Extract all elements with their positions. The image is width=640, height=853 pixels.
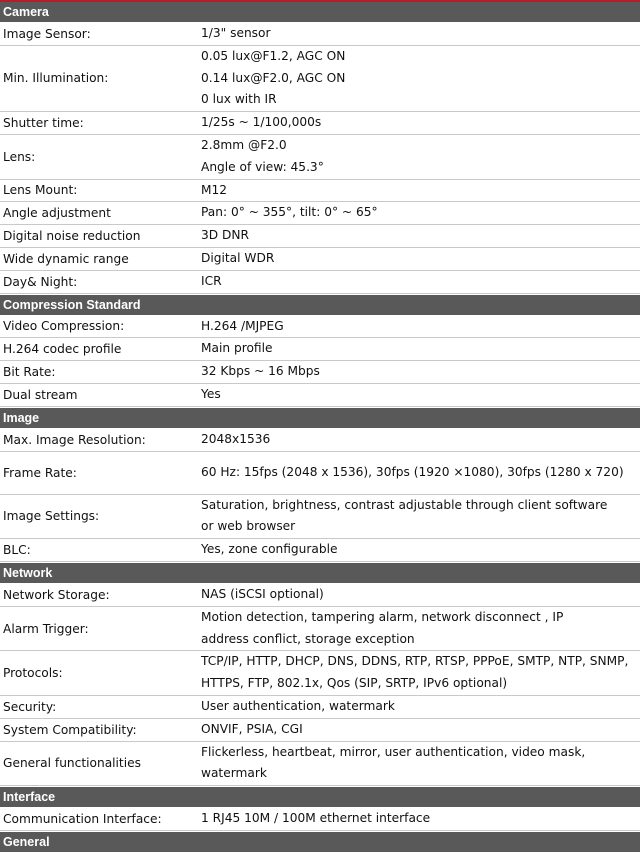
spec-row — [0, 180, 640, 203]
section-header: Camera — [0, 2, 640, 23]
spec-value — [201, 338, 640, 360]
spec-value-line: address conflict, storage exception — [201, 631, 415, 646]
spec-value-line: 0.14 lux@F2.0, AGC ON — [201, 70, 346, 85]
section-header: Image — [0, 407, 640, 429]
spec-value — [201, 112, 640, 134]
spec-row — [0, 225, 640, 248]
spec-value-line: HTTPS, FTP, 802.1x, Qos (SIP, SRTP, IPv6 optional) — [201, 676, 508, 691]
spec-value-line: 0 lux with IR — [201, 92, 277, 107]
spec-value — [201, 46, 640, 111]
spec-label: Wide dynamic range — [3, 251, 129, 266]
spec-value-line: Yes, zone configurable — [201, 542, 338, 557]
spec-label: Image Sensor: — [3, 26, 91, 41]
spec-value-line: Main profile — [201, 341, 273, 356]
spec-value — [201, 316, 640, 338]
spec-row — [0, 135, 640, 180]
spec-label: Min. Illumination: — [3, 71, 109, 86]
spec-row — [0, 338, 640, 361]
section-camera — [0, 2, 640, 294]
spec-value — [201, 361, 640, 383]
spec-row — [0, 202, 640, 225]
section-image — [0, 407, 640, 562]
spec-row — [0, 651, 640, 696]
spec-row — [0, 384, 640, 407]
spec-value-line: User authentication, watermark — [201, 698, 395, 713]
spec-row — [0, 429, 640, 452]
spec-value — [201, 696, 640, 718]
spec-label: Angle adjustment — [3, 206, 111, 221]
spec-value-line: H.264 /MJPEG — [201, 318, 284, 333]
spec-label: Bit Rate: — [3, 365, 56, 380]
spec-value — [201, 607, 640, 651]
spec-value — [201, 135, 640, 179]
spec-label: BLC: — [3, 543, 31, 558]
section-header: General — [0, 831, 640, 853]
spec-value-line: Digital WDR — [201, 250, 275, 265]
spec-value-line: ICR — [201, 273, 222, 288]
spec-label: Alarm Trigger: — [3, 621, 89, 636]
spec-value — [201, 248, 640, 270]
spec-row — [0, 271, 640, 294]
spec-row — [0, 112, 640, 135]
spec-label: Lens: — [3, 149, 36, 164]
spec-label: Max. Image Resolution: — [3, 432, 146, 447]
spec-value — [201, 584, 640, 606]
spec-value-line: 2048x1536 — [201, 431, 271, 446]
spec-row — [0, 696, 640, 719]
section-header: Interface — [0, 786, 640, 808]
spec-label: Lens Mount: — [3, 183, 78, 198]
section-header: Compression Standard — [0, 294, 640, 316]
spec-label: H.264 codec profile — [3, 342, 122, 357]
spec-row — [0, 248, 640, 271]
spec-value — [201, 271, 640, 293]
section-general — [0, 831, 640, 849]
spec-row — [0, 719, 640, 742]
spec-value-line: NAS (iSCSI optional) — [201, 586, 324, 601]
spec-value-line: 1/25s ~ 1/100,000s — [201, 115, 322, 130]
spec-value-line: Saturation, brightness, contrast adjustable through client software — [201, 497, 608, 512]
spec-value — [201, 180, 640, 202]
spec-value-line: 32 Kbps ~ 16 Mbps — [201, 364, 320, 379]
spec-row — [0, 808, 640, 831]
spec-value-line: or web browser — [201, 519, 296, 534]
spec-value-line: 3D DNR — [201, 228, 249, 243]
spec-label: Image Settings: — [3, 509, 100, 524]
spec-row — [0, 316, 640, 339]
spec-value-line: ONVIF, PSIA, CGI — [201, 721, 303, 736]
spec-label: Communication Interface: — [3, 812, 162, 826]
spec-row — [0, 495, 640, 540]
section-network — [0, 562, 640, 786]
spec-value — [201, 808, 640, 830]
spec-row — [0, 742, 640, 787]
spec-row — [0, 46, 640, 112]
spec-label: General functionalities — [3, 756, 141, 771]
spec-row — [0, 452, 640, 495]
spec-value-line: 0.05 lux@F1.2, AGC ON — [201, 48, 346, 63]
spec-value — [201, 429, 640, 451]
spec-label: Security: — [3, 699, 57, 714]
spec-value — [201, 495, 640, 539]
spec-label: Day& Night: — [3, 274, 78, 289]
spec-label: Protocols: — [3, 666, 63, 681]
spec-label: Network Storage: — [3, 587, 110, 602]
spec-row — [0, 361, 640, 384]
spec-value-line: 60 Hz: 15fps (2048 x 1536), 30fps (1920 ×1080), 30fps (1280 x 720) — [201, 464, 624, 479]
spec-value-line: Angle of view: 45.3° — [201, 159, 324, 174]
spec-row — [0, 539, 640, 562]
spec-value-line: Flickerless, heartbeat, mirror, user authentication, video mask, — [201, 744, 586, 759]
section-compression-standard — [0, 294, 640, 407]
spec-value-line: M12 — [201, 182, 228, 197]
spec-value — [201, 202, 640, 224]
spec-value-line: Motion detection, tampering alarm, network disconnect , IP — [201, 609, 564, 624]
spec-value-line: 1 RJ45 10M / 100M ethernet interface — [201, 811, 431, 826]
spec-value-line: 1/3" sensor — [201, 26, 271, 40]
spec-value — [201, 742, 640, 786]
spec-label: Shutter time: — [3, 116, 84, 131]
spec-value — [201, 23, 640, 45]
section-interface — [0, 786, 640, 831]
spec-value-line: TCP/IP, HTTP, DHCP, DNS, DDNS, RTP, RTSP, PPPoE, SMTP, NTP, SNMP, — [201, 654, 629, 669]
spec-row — [0, 584, 640, 607]
spec-value-line: watermark — [201, 766, 267, 781]
spec-value — [201, 719, 640, 741]
spec-value — [201, 651, 640, 695]
spec-label: Digital noise reduction — [3, 229, 141, 244]
spec-label: Dual stream — [3, 387, 78, 402]
spec-label: System Compatibility: — [3, 722, 137, 737]
spec-value-line: Pan: 0° ~ 355°, tilt: 0° ~ 65° — [201, 205, 378, 220]
spec-label: Frame Rate: — [3, 465, 77, 480]
spec-table — [0, 2, 640, 849]
spec-label: Video Compression: — [3, 319, 125, 334]
spec-row — [0, 607, 640, 652]
spec-value — [201, 539, 640, 561]
section-header: Network — [0, 562, 640, 584]
spec-row — [0, 23, 640, 46]
spec-value-line: 2.8mm @F2.0 — [201, 137, 287, 152]
spec-value — [201, 462, 640, 484]
spec-value-line: Yes — [201, 386, 221, 401]
spec-value — [201, 225, 640, 247]
spec-value — [201, 384, 640, 406]
